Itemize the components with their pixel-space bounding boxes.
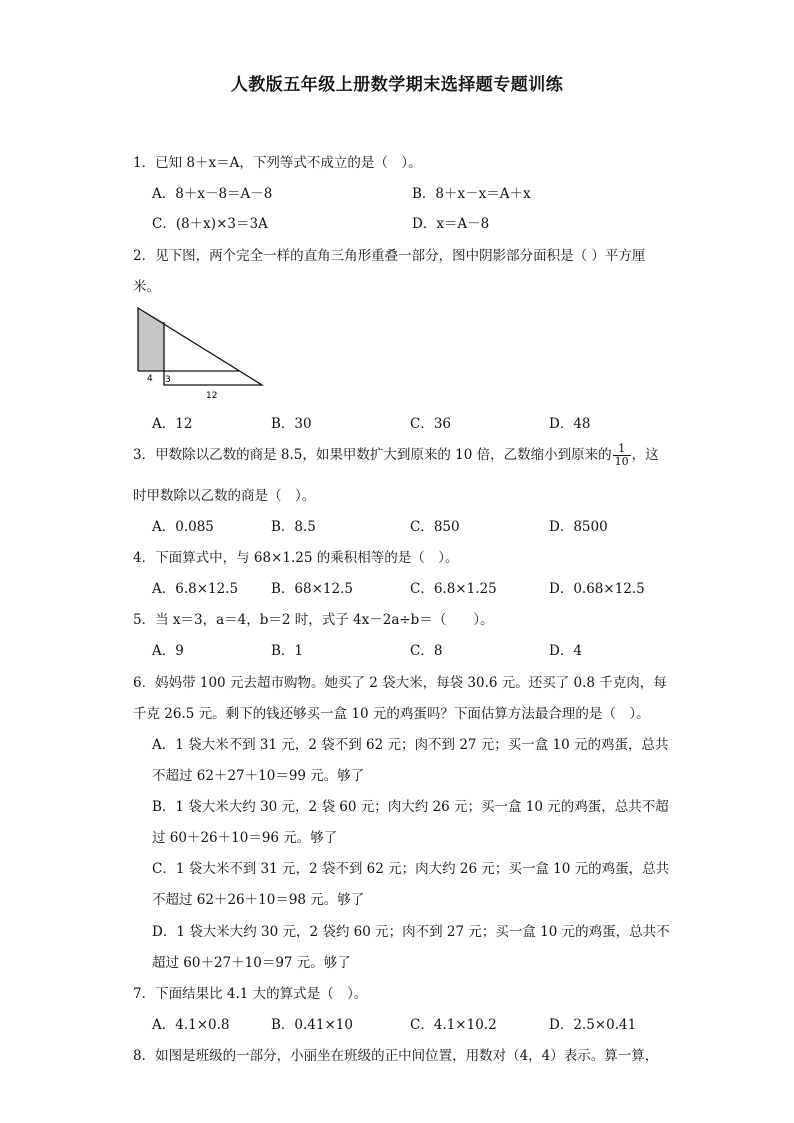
q6-option-d-line2: 超过 60＋27＋10＝97 元。够了 [152, 955, 351, 971]
q6-option-a-line2: 不超过 62＋27＋10＝99 元。够了 [152, 768, 365, 784]
q3-stem-part2: ，这 [631, 447, 659, 463]
q8-stem: 8．如图是班级的一部分，小丽坐在班级的正中间位置，用数对（4，4）表示。算一算， [133, 1048, 659, 1064]
q5-option-a: A．9 [152, 643, 184, 659]
q3-fraction [613, 443, 631, 468]
q4-option-c: C．6.8×1.25 [410, 581, 497, 597]
q3-option-a: A．0.085 [152, 519, 214, 535]
q3-stem-part1: 3．甲数除以乙数的商是 8.5，如果甲数扩大到原来的 10 倍，乙数缩小到原来的 [133, 447, 612, 463]
q3-option-b: B．8.5 [271, 519, 316, 535]
q3-fraction-numerator: 1 [613, 443, 631, 456]
q3-option-d: D．8500 [549, 519, 608, 535]
label-3: 3 [165, 375, 171, 385]
q4-option-d: D．0.68×12.5 [549, 581, 645, 597]
q5-option-c: C．8 [410, 643, 443, 659]
q6-option-c-line2: 不超过 62＋26＋10＝98 元。够了 [152, 892, 365, 908]
q5-option-b: B．1 [271, 643, 304, 659]
q7-option-d: D．2.5×0.41 [549, 1017, 637, 1033]
page-title: 人教版五年级上册数学期末选择题专题训练 [230, 75, 564, 95]
q4-option-a: A．6.8×12.5 [152, 581, 239, 597]
q5-stem: 5．当 x＝3，a＝4，b＝2 时，式子 4x－2a÷b＝（ ）。 [133, 612, 494, 628]
q6-option-b-line2: 过 60＋26＋10＝96 元。够了 [152, 830, 338, 846]
q2-triangle-figure [130, 300, 270, 404]
q2-option-c: C．36 [410, 416, 452, 432]
q3-fraction-denominator: 10 [614, 455, 629, 468]
q2-stem-line2: 米。 [133, 279, 160, 295]
q2-option-a: A．12 [152, 416, 193, 432]
shaded-region [138, 308, 164, 371]
q1-stem: 1．已知 8＋x＝A，下列等式不成立的是（ ）。 [133, 155, 422, 171]
q1-option-b: B．8＋x－x＝A＋x [412, 186, 531, 202]
q4-stem: 4．下面算式中，与 68×1.25 的乘积相等的是（ ）。 [133, 550, 459, 566]
q2-stem-line1: 2．见下图，两个完全一样的直角三角形重叠一部分，图中阴影部分面积是（ ）平方厘 [133, 248, 646, 264]
q6-option-c-line1: C．1 袋大米不到 31 元，2 袋不到 62 元；肉大约 26 元；买一盒 10 元的鸡蛋，总共 [152, 861, 670, 877]
q6-stem-line2: 千克 26.5 元。剩下的钱还够买一盒 10 元的鸡蛋吗？下面估算方法最合理的是（ ）。 [133, 706, 650, 722]
label-12: 12 [206, 391, 218, 401]
q7-option-b: B．0.41×10 [271, 1017, 353, 1033]
q3-option-c: C．850 [410, 519, 460, 535]
q3-stem-line2: 时甲数除以乙数的商是（ ）。 [133, 488, 316, 504]
q2-option-d: D．48 [549, 416, 591, 432]
q3-stem-line1 [133, 440, 659, 470]
q2-option-b: B．30 [271, 416, 312, 432]
q6-option-d-line1: D．1 袋大米大约 30 元，2 袋约 60 元；肉不到 27 元；买一盒 10 元的鸡蛋，总共不 [152, 924, 670, 940]
q7-option-a: A．4.1×0.8 [152, 1017, 230, 1033]
q6-option-a-line1: A．1 袋大米不到 31 元，2 袋不到 62 元；肉不到 27 元；买一盒 10 元的鸡蛋，总共 [152, 737, 669, 753]
q6-stem-line1: 6．妈妈带 100 元去超市购物。她买了 2 袋大米，每袋 30.6 元。还买了 0.8 千克肉，每 [133, 675, 667, 691]
q7-option-c: C．4.1×10.2 [410, 1017, 497, 1033]
q6-option-b-line1: B．1 袋大米大约 30 元，2 袋 60 元；肉大约 26 元；买一盒 10 元的鸡蛋，总共不超 [152, 799, 669, 815]
q5-option-d: D．4 [549, 643, 582, 659]
q1-option-a: A．8＋x－8＝A－8 [152, 186, 273, 202]
q1-option-c: C．(8＋x)×3＝3A [152, 216, 268, 232]
q4-option-b: B．68×12.5 [271, 581, 353, 597]
label-4: 4 [147, 374, 153, 384]
q1-option-d: D．x＝A－8 [412, 216, 490, 232]
q7-stem: 7．下面结果比 4.1 大的算式是（ ）。 [133, 986, 368, 1002]
